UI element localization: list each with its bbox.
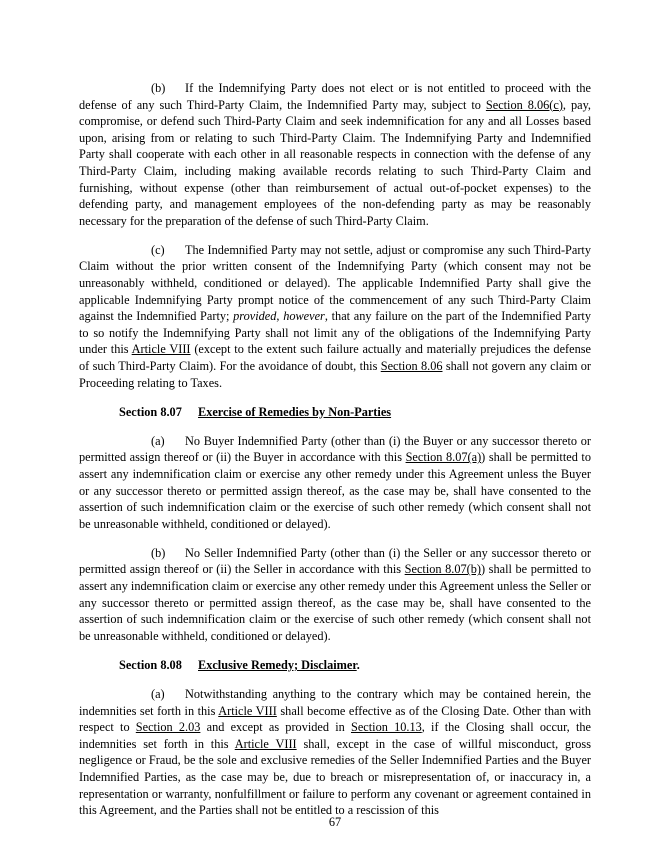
cross-reference-link: Article VIII: [234, 736, 297, 751]
paragraph-text: (except to the extent such failure actually and materially prejudices the defense of such Third-Party Claim). For the avoidance of doubt, this: [79, 342, 591, 373]
italic-term: provided: [233, 309, 277, 324]
paragraph-label: (b): [151, 81, 166, 95]
paragraph-label: (a): [151, 687, 165, 701]
paragraph-label: (b): [151, 545, 166, 560]
document-page: [79, 80, 591, 819]
paragraph-8-07-b: [79, 545, 591, 645]
paragraph-label: (a): [151, 433, 165, 448]
cross-reference-link: Section 10.13: [350, 720, 422, 735]
paragraph-8-06-c: [79, 242, 591, 391]
paragraph-text: No Seller Indemnified Party (other than (i) the Seller or any successor thereto or permitted assign thereof or (ii) the Seller in accordance with this: [79, 545, 591, 577]
section-title: Exercise of Remedies by Non-Parties: [198, 404, 392, 419]
cross-reference-link: Section 8.07(b): [404, 562, 481, 577]
paragraph-text: shall become effective as of the Closing Date. Other than with respect to: [79, 703, 591, 735]
paragraph-text: The Indemnified Party may not settle, adjust or compromise any such Third-Party Claim without the prior written consent of the Indemnifying Party (which consent may not be unreasonably withheld, conditioned or delayed). The applicable Indemnified Party shall give the applicable Indemnifying Party prompt notice of the commencement of any such Third-Party Claim against the Indemnified Party;: [79, 242, 591, 324]
page-number: 67: [328, 815, 342, 829]
paragraph-8-08-a: [79, 686, 591, 819]
paragraph-text: , pay, compromise, or defend such Third-Party Claim and seek indemnification for any and all Losses based upon, arising from or relating to such Third-Party Claim. The Indemnifying Party and Indemnified Party shall cooperate with each other in all reasonable respects in connection with the defense of any Third-Party Claim, including making available records relating to such Third-Party Claim and furnishing, without expense (other than reimbursement of actual out-of-pocket expenses) to the defending party, and management employees of the non-defending party as may be reasonably necessary for the preparation of the defense of such Third-Party Claim.: [79, 97, 591, 228]
paragraph-8-06-b: [79, 80, 591, 229]
section-number: Section 8.08: [119, 657, 182, 672]
cross-reference-link: Article VIII: [131, 342, 191, 357]
cross-reference-link: Section 8.07(a): [405, 450, 482, 465]
section-heading-8-07: [119, 404, 591, 421]
section-heading-8-08: [119, 657, 591, 674]
cross-reference-link: Section 2.03: [135, 720, 201, 735]
cross-reference-link: Section 8.06(c): [485, 97, 563, 112]
paragraph-text: Notwithstanding anything to the contrary which may be contained herein, the indemnities set forth in this: [79, 687, 591, 718]
paragraph-text: ) shall be permitted to assert any indemnification claim or exercise any other remedy under this Agreement unless the Seller or any successor thereto or permitted assign thereof, as the case may be, shall have consented to the assertion of such indemnification claim or the exercise of such other remedy (which consent shall not be unreasonable withheld, conditioned or delayed).: [79, 562, 591, 643]
paragraph-text: No Buyer Indemnified Party (other than (i) the Buyer or any successor thereto or permitted assign thereof or (ii) the Buyer in accordance with this: [79, 433, 591, 465]
paragraph-text: , that any failure on the part of the Indemnified Party to so notify the Indemnifying Party shall not limit any of the obligations of the Indemnifying Party under this: [79, 309, 591, 357]
paragraph-text: shall not govern any claim or Proceeding relating to Taxes.: [79, 359, 592, 390]
paragraph-label: (c): [151, 242, 165, 257]
paragraph-text: shall, except in the case of willful misconduct, gross negligence or Fraud, be the sole and exclusive remedies of the Seller Indemnified Parties and the Buyer Indemnified Parties, as the case may be, due to breach or misrepresentation of, or inaccuracy in, a representation or warranty, nonfulfillment or failure to perform any covenant or agreement contained in this Agreement, and the Parties shall not be entitled to a rescission of this: [79, 736, 591, 818]
section-title: Exclusive Remedy; Disclaimer: [198, 657, 357, 672]
cross-reference-link: Article VIII: [218, 703, 277, 718]
paragraph-text: and except as provided in: [200, 720, 351, 735]
paragraph-text: If the Indemnifying Party does not elect or is not entitled to proceed with the defense of any such Third-Party Claim, the Indemnified Party may, subject to: [79, 81, 591, 112]
paragraph-text: ) shall be permitted to assert any indemnification claim or exercise any other remedy under this Agreement unless the Buyer or any successor thereto or permitted assign thereof, as the case may be, shall have consented to the assertion of such indemnification claim or the exercise of such other remedy (which consent shall not be unreasonable withheld, conditioned or delayed).: [79, 450, 591, 531]
section-title-period: .: [356, 657, 360, 672]
paragraph-text: ,: [276, 309, 284, 324]
paragraph-8-07-a: [79, 433, 591, 533]
section-number: Section 8.07: [119, 404, 182, 419]
cross-reference-link: Section 8.06: [380, 359, 443, 373]
paragraph-text: , if the Closing shall occur, the indemnities set forth in this: [79, 720, 591, 751]
italic-term: however: [283, 309, 325, 324]
